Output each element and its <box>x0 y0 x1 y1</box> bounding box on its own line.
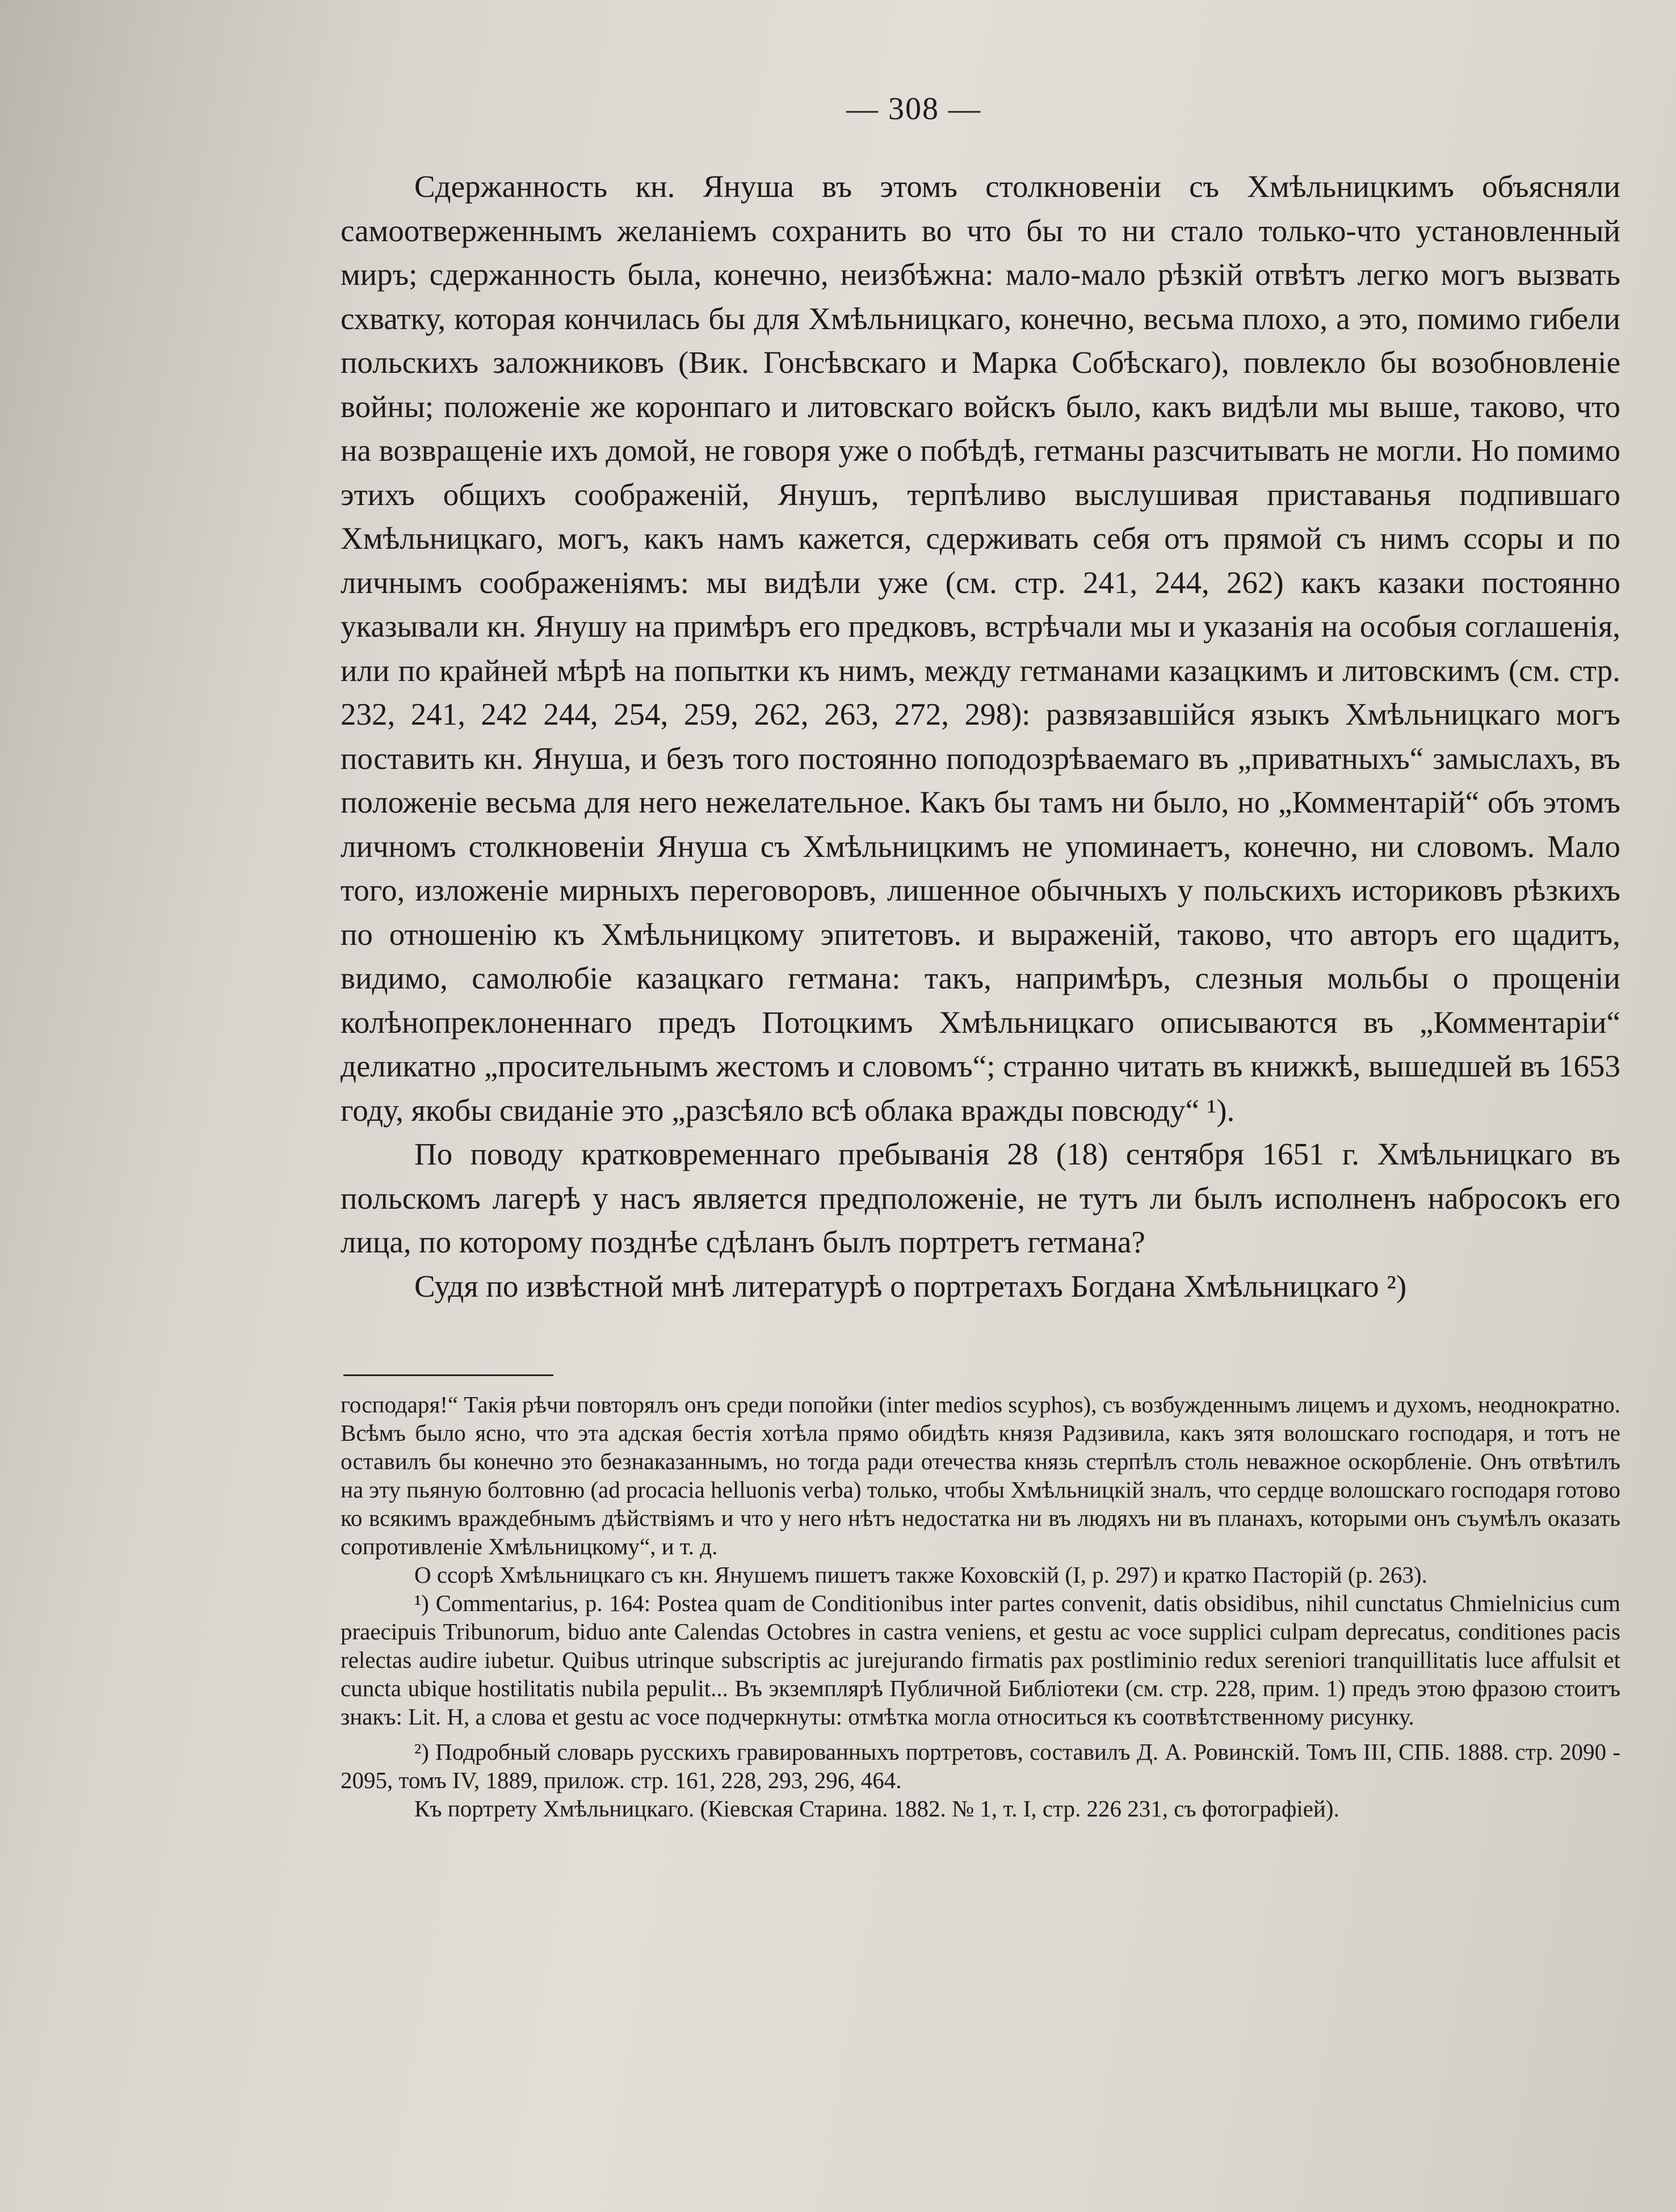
footnote-2-continuation: Къ портрету Хмѣльницкаго. (Кiевская Старина. 1882. № 1, т. I, стр. 226 231, съ фотографiей). <box>414 1795 1339 1822</box>
paragraph: По поводу кратковременнаго пребыванiя 28 (18) сентября 1651 г. Хмѣльницкаго въ польскомъ лагерѣ у насъ является предположенiе, не тутъ ли былъ исполненъ набросокъ его лица, по которому позднѣе сдѣланъ былъ портретъ гетмана? <box>341 1137 1620 1259</box>
footnote-2: ²) Подробный словарь русскихъ гравированныхъ портретовъ, составилъ Д. А. Ровинскiй. Томъ III, СПБ. 1888. стр. 2090 - 2095, томъ IV, 1889, прилож. стр. 161, 228, 293, 296, 464. <box>341 1739 1620 1793</box>
page-number: — 308 — <box>846 91 981 127</box>
paragraph: Судя по извѣстной мнѣ литературѣ о портретахъ Богдана Хмѣльницкаго ²) <box>414 1268 1407 1303</box>
footnote-divider <box>343 1374 553 1376</box>
paragraph: Сдержанность кн. Януша въ этомъ столкновенiи съ Хмѣльницкимъ объясняли самоотверженнымъ желанiемъ сохранить во что бы то ни стало только-что установленный миръ; сдержанность была, конечно, неизбѣжна: мало-мало рѣзкiй отвѣтъ легко могъ вызвать схватку, которая кончилась бы для Хмѣльницкаго, конечно, весьма плохо, а это, помимо гибели польскихъ заложниковъ (Вик. Гонсѣвскаго и Марка Собѣскаго), повлекло бы возобновленiе войны; положенiе же коронпаго и литовскаго войскъ было, какъ видѣли мы выше, таково, что на возвращенiе ихъ домой, не говоря уже о побѣдѣ, гетманы разсчитывать не могли. Но помимо этихъ общихъ соображенiй, Янушъ, терпѣливо выслушивая приставанья подпившаго Хмѣльницкаго, могъ, какъ намъ кажется, сдерживать себя отъ прямой съ нимъ ссоры и по личнымъ соображенiямъ: мы видѣли уже (см. стр. 241, 244, 262) какъ казаки постоянно указывали кн. Янушу на примѣръ его предковъ, встрѣчали мы и указанiя на особыя соглашенiя, или по крайней мѣрѣ на попытки къ нимъ, между гетманами казацкимъ и литовскимъ (см. стр. 232, 241, 242 244, 254, 259, 262, 263, 272, 298): развязавшiйся языкъ Хмѣльницкаго могъ поставить кн. Януша, и безъ того постоянно поподозрѣваемаго въ „приватныхъ“ замыслахъ, въ положенiе весьма для него нежелательное. Какъ бы тамъ ни было, но „Комментарiй“ объ этомъ личномъ столкновенiи Януша съ Хмѣльницкимъ не упоминаетъ, конечно, ни словомъ. Мало того, изложенiе мирныхъ переговоровъ, лишенное обычныхъ у польскихъ историковъ рѣзкихъ по отношенiю къ Хмѣльницкому эпитетовъ. и выраженiй, таково, что авторъ его щадитъ, видимо, самолюбiе казацкаго гетмана: такъ, напримѣръ, слезныя мольбы о прощенiи колѣнопреклоненнаго предъ Потоцкимъ Хмѣльницкаго описываются въ „Комментарiи“ деликатно „просительнымъ жестомъ и словомъ“; странно читать въ книжкѣ, вышедшей въ 1653 году, якобы свиданiе это „разсѣяло всѣ облака вражды повсюду“ ¹). <box>341 169 1620 1128</box>
main-text <box>341 165 1620 1308</box>
footnotes <box>341 1390 1620 1823</box>
footnote-continuation: господаря!“ Такiя рѣчи повторялъ онъ среди попойки (inter medios scyphos), съ возбужденнымъ лицемъ и духомъ, неоднократно. Всѣмъ было ясно, что эта адская бестiя хотѣла прямо обидѣть князя Радзивила, какъ зятя волошскаго господаря, и тотъ не оставилъ бы конечно это безнаказаннымъ, но тогда ради отечества князь стерпѣлъ столь неважное оскорбленiе. Онъ отвѣтилъ на эту пьяную болтовню (ad procacia helluonis verba) только, чтобы Хмѣльницкiй зналъ, что сердце волошскаго господаря готово ко всякимъ враждебнымъ дѣйствiямъ и что у него нѣтъ недостатка ни въ людяхъ ни въ планахъ, которыми онъ съумѣлъ оказать сопротивленiе Хмѣльницкому“, и т. д. <box>341 1391 1620 1559</box>
footnote-note: О ссорѣ Хмѣльницкаго съ кн. Янушемъ пишетъ также Коховскiй (I, p. 297) и кратко Пасторiй (p. 263). <box>414 1562 1427 1588</box>
footnote-1: ¹) Commentarius, p. 164: Postea quam de Conditionibus inter partes convenit, datis obsidibus, nihil cunctatus Chmielnicius cum praecipuis Tribunorum, biduo ante Calendas Octobres in castra veniens, et gestu ac voce supplici culpam deprecatus, conditiones pacis relectas audire iubetur. Quibus utrinque subscriptis ac jurejurando firmatis pax postliminio redux sereniori tranquillitatis luce affulsit et cuncta ubique hostilitatis nubila pepulit... Въ экземплярѣ Публичной Библiотеки (см. стр. 228, прим. 1) предъ этою фразою стоитъ знакъ: Lit. H, а слова et gestu ac voce подчеркнуты: отмѣтка могла относиться къ соотвѣтственному рисунку. <box>341 1590 1620 1730</box>
